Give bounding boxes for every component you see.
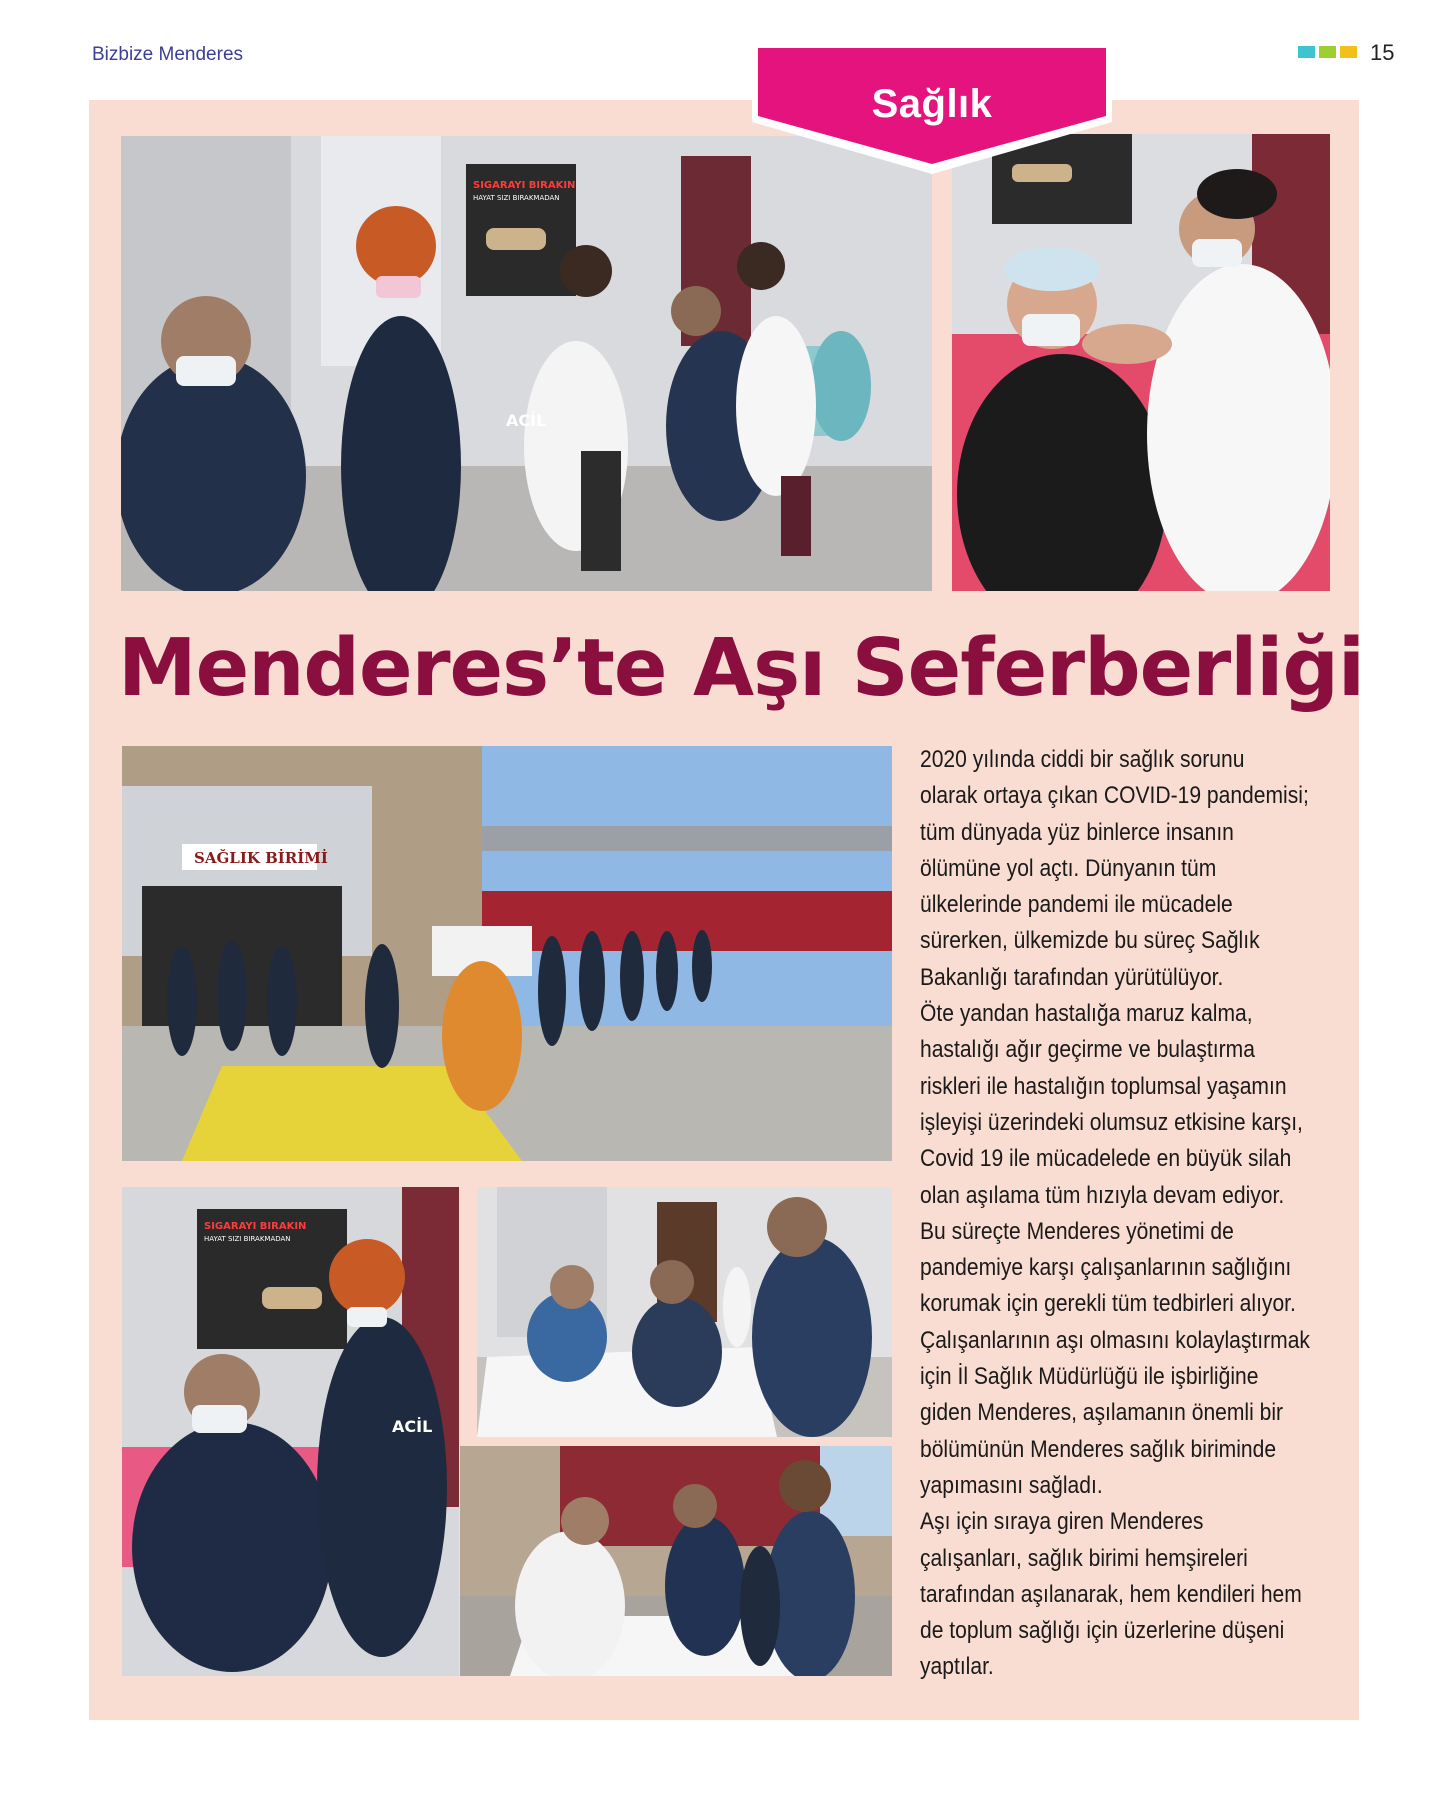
square-teal — [1298, 46, 1315, 58]
body-line: olan aşılama tüm hızıyla devam ediyor. — [920, 1181, 1285, 1209]
photo-health-unit-exterior — [122, 746, 892, 1161]
poster-subtitle-2: HAYAT SIZI BIRAKMADAN — [204, 1235, 291, 1243]
uniform-text: ACİL — [506, 411, 547, 430]
body-line: riskleri ile hastalığın toplumsal yaşamın — [920, 1072, 1287, 1100]
poster-subtitle: HAYAT SIZI BIRAKMADAN — [473, 194, 560, 202]
photo-nurse-vaccinating — [952, 134, 1330, 591]
body-line: ülkelerinde pandemi ile mücadele — [920, 891, 1233, 919]
photo-vaccination-man — [122, 1187, 459, 1676]
body-line: ölümüne yol açtı. Dünyanın tüm — [920, 854, 1217, 882]
body-line: için İl Sağlık Müdürlüğü ile işbirliğine — [920, 1363, 1259, 1391]
article-body — [920, 742, 1310, 1686]
body-line: Aşı için sıraya giren Menderes — [920, 1508, 1204, 1536]
photo-registration-desk — [477, 1187, 892, 1437]
body-line: Covid 19 ile mücadelede en büyük silah — [920, 1145, 1292, 1173]
square-yellow — [1340, 46, 1357, 58]
sign-text: SAĞLIK BİRİMİ — [194, 849, 328, 867]
body-line: yapımasını sağladı. — [920, 1471, 1103, 1499]
body-line: çalışanları, sağlık birimi hemşireleri — [920, 1544, 1248, 1572]
body-line: Bu süreçte Menderes yönetimi de — [920, 1217, 1234, 1245]
body-line: işleyişi üzerindeki olumsuz etkisine karşı, — [920, 1108, 1303, 1136]
publication-name: Bizbize Menderes — [92, 44, 244, 65]
body-line: pandemiye karşı çalışanlarının sağlığını — [920, 1254, 1292, 1282]
photo-vaccination-room — [121, 136, 932, 591]
body-line: tarafından aşılanarak, hem kendileri hem — [920, 1580, 1302, 1608]
body-line: giden Menderes, aşılamanın önemli bir — [920, 1399, 1284, 1427]
header-squares — [1298, 46, 1357, 58]
square-green — [1319, 46, 1336, 58]
body-line: hastalığı ağır geçirme ve bulaştırma — [920, 1036, 1255, 1064]
section-label: Sağlık — [871, 82, 993, 126]
body-line: tüm dünyada yüz binlerce insanın — [920, 818, 1234, 846]
poster-title: SIGARAYI BIRAKIN — [473, 180, 576, 191]
body-line: bölümünün Menderes sağlık biriminde — [920, 1435, 1277, 1463]
poster-title-2: SIGARAYI BIRAKIN — [204, 1221, 307, 1232]
body-line: Çalışanlarının aşı olmasını kolaylaştırmak — [920, 1326, 1310, 1354]
section-tag — [752, 48, 1112, 174]
body-line: 2020 yılında ciddi bir sağlık sorunu — [920, 746, 1245, 773]
body-line: Öte yandan hastalığa maruz kalma, — [920, 1000, 1253, 1028]
body-line: de toplum sağlığı için üzerlerine düşeni — [920, 1617, 1285, 1645]
article-title: Menderes’te Aşı Seferberliği — [118, 622, 1364, 714]
photo-outdoor-registration — [460, 1446, 892, 1676]
page-number: 15 — [1370, 40, 1395, 65]
body-line: Bakanlığı tarafından yürütülüyor. — [920, 963, 1224, 991]
body-line: korumak için gerekli tüm tedbirleri alıyor. — [920, 1290, 1296, 1318]
body-line: sürerken, ülkemizde bu süreç Sağlık — [920, 927, 1260, 955]
body-line: yaptılar. — [920, 1653, 994, 1681]
uniform-text-2: ACİL — [392, 1417, 433, 1436]
body-line: olarak ortaya çıkan COVID-19 pandemisi; — [920, 782, 1309, 810]
